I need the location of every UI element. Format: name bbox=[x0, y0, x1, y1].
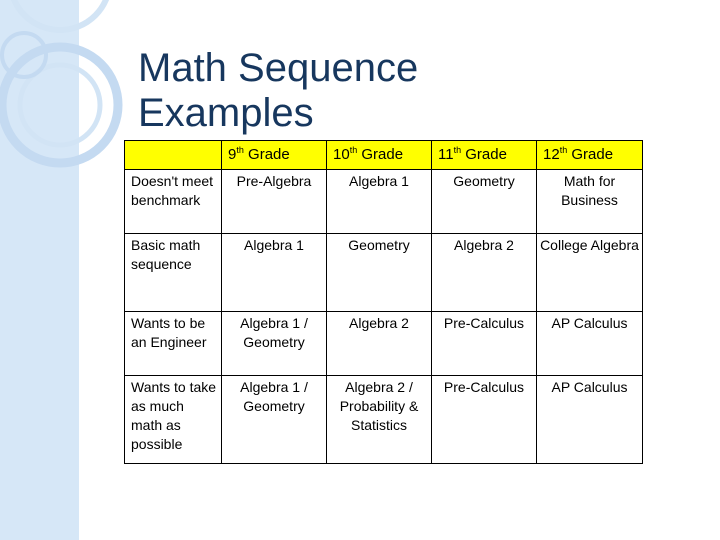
table-cell bbox=[222, 234, 327, 312]
table-row bbox=[125, 376, 643, 464]
math-sequence-table bbox=[124, 140, 643, 464]
table-row bbox=[125, 312, 643, 376]
table-row bbox=[125, 234, 643, 312]
cell-text: Geometry bbox=[348, 237, 410, 253]
cell-text: Pre-Calculus bbox=[443, 379, 525, 395]
grade-ordinal: th bbox=[236, 145, 244, 155]
row-header-cell bbox=[125, 312, 222, 376]
cell-text: Pre-Calculus bbox=[443, 315, 525, 331]
slide-title-line-1: Math Sequence bbox=[138, 46, 419, 90]
row-label: Doesn't meet benchmark bbox=[131, 173, 214, 208]
row-label: Wants to be an Engineer bbox=[131, 315, 207, 350]
slide-title bbox=[138, 46, 418, 136]
cell-text: AP Calculus bbox=[551, 315, 628, 331]
grade-word: Grade bbox=[461, 146, 507, 163]
table-cell bbox=[537, 376, 643, 464]
grade-number: 9 bbox=[228, 146, 237, 163]
cell-text: Algebra 1 / Geometry bbox=[240, 315, 308, 350]
cell-text: Algebra 1 bbox=[244, 237, 304, 253]
table-cell bbox=[432, 312, 537, 376]
cell-text: AP Calculus bbox=[551, 379, 628, 395]
grade-ordinal: th bbox=[349, 145, 358, 155]
cell-text: Geometry bbox=[453, 173, 515, 189]
cell-text: Pre-Algebra bbox=[236, 173, 312, 189]
row-header-cell bbox=[125, 234, 222, 312]
table-cell bbox=[327, 234, 432, 312]
table-cell bbox=[222, 312, 327, 376]
cell-text: Algebra 2 bbox=[454, 237, 514, 253]
table-cell bbox=[222, 376, 327, 464]
table-cell bbox=[432, 376, 537, 464]
ring-top bbox=[10, 0, 110, 30]
grade-word: Grade bbox=[567, 146, 614, 163]
table-cell bbox=[432, 170, 537, 234]
table-cell bbox=[432, 234, 537, 312]
grade-word: Grade bbox=[357, 146, 404, 163]
cell-text: Algebra 1 / Geometry bbox=[240, 379, 308, 414]
row-header-cell bbox=[125, 170, 222, 234]
table-row bbox=[125, 170, 643, 234]
row-label: Wants to take as much math as possible bbox=[131, 379, 217, 452]
header-cell-grade-12 bbox=[537, 141, 643, 170]
table-cell bbox=[537, 170, 643, 234]
grade-word: Grade bbox=[243, 146, 290, 163]
cell-text: Algebra 2 / Probability & Statistics bbox=[339, 379, 419, 433]
header-row bbox=[125, 141, 643, 170]
table-cell bbox=[327, 170, 432, 234]
header-cell-grade-11 bbox=[432, 141, 537, 170]
grade-number: 11 bbox=[438, 146, 454, 163]
table-cell bbox=[537, 234, 643, 312]
grade-ordinal: th bbox=[453, 145, 462, 155]
row-header-cell bbox=[125, 376, 222, 464]
header-cell-grade-9 bbox=[222, 141, 327, 170]
cell-text: Algebra 1 bbox=[349, 173, 409, 189]
row-label: Basic math sequence bbox=[131, 237, 201, 272]
cell-text: College Algebra bbox=[540, 237, 639, 253]
table-cell bbox=[327, 312, 432, 376]
slide-title-line-2: Examples bbox=[138, 91, 314, 135]
header-cell-blank bbox=[125, 141, 222, 170]
table-cell bbox=[537, 312, 643, 376]
grade-number: 12 bbox=[543, 146, 560, 163]
grade-ordinal: th bbox=[559, 145, 568, 155]
grade-number: 10 bbox=[333, 146, 350, 163]
cell-text: Math for Business bbox=[561, 173, 618, 208]
cell-text: Algebra 2 bbox=[349, 315, 409, 331]
header-cell-grade-10 bbox=[327, 141, 432, 170]
table-cell bbox=[327, 376, 432, 464]
table-cell bbox=[222, 170, 327, 234]
